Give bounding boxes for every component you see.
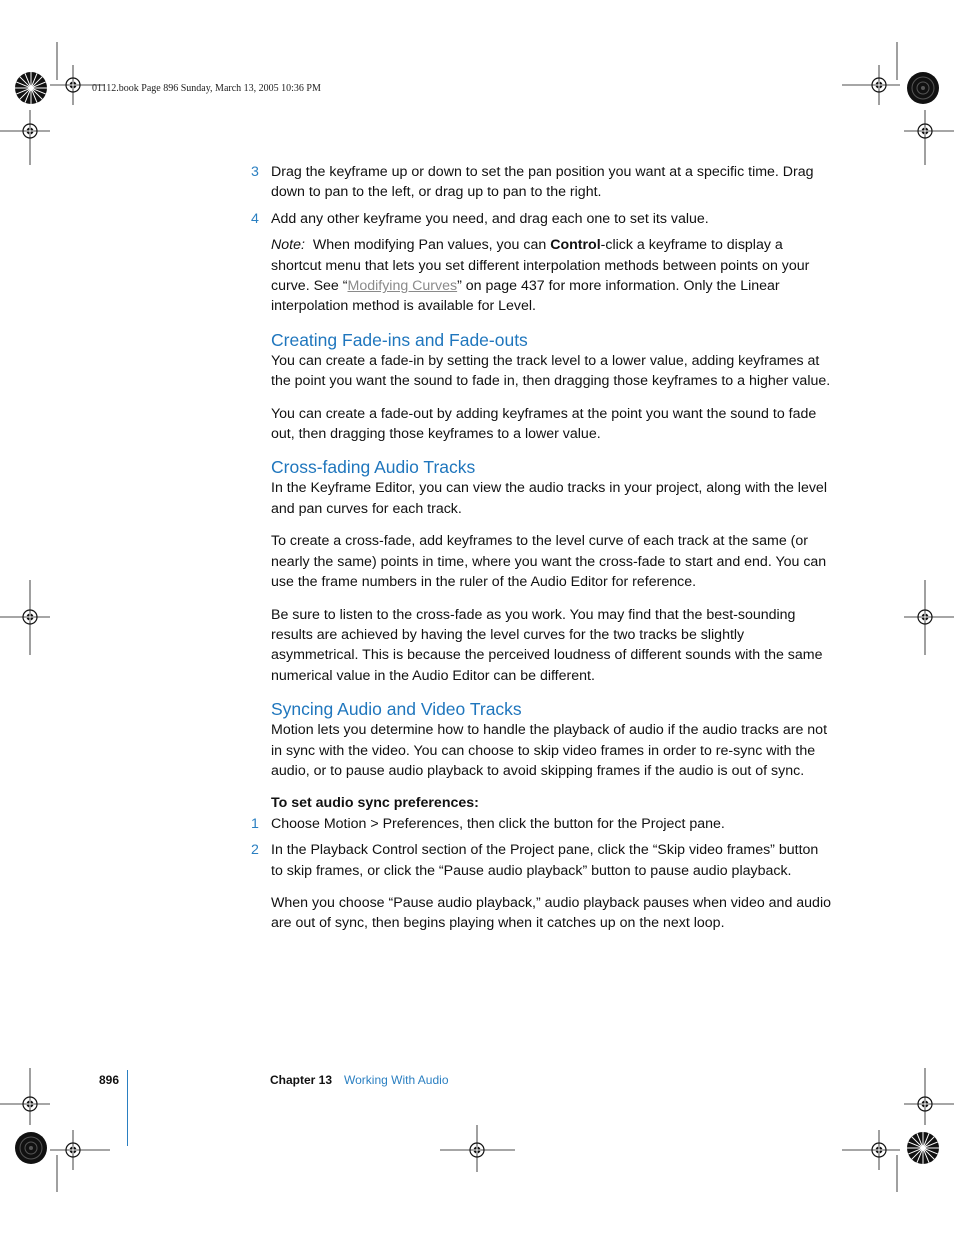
step-item (251, 162, 831, 203)
step-text: Drag the keyframe up or down to set the pan position you want at a specific time. Drag down to pan to the left, or drag up to pan to the right. (271, 164, 814, 201)
step-number: 1 (251, 815, 259, 832)
step-number: 3 (251, 164, 259, 180)
step-item (251, 814, 831, 834)
registration-dial-mark (15, 1132, 47, 1164)
page-number: 896 (99, 1073, 120, 1087)
task-title: To set audio sync preferences: (271, 795, 479, 812)
step-text: Add any other keyframe you need, and drag each one to set its value. (271, 210, 709, 227)
step-item (251, 840, 831, 881)
footer-chapter-title: Working With Audio (344, 1073, 449, 1087)
step-number: 4 (251, 210, 259, 227)
note-paragraph (271, 235, 831, 317)
step-number: 2 (251, 842, 259, 859)
crop-lines-bottom-right (842, 1068, 954, 1192)
footer-chapter: Chapter 13 (270, 1073, 333, 1087)
crop-lines-top-left (0, 42, 105, 165)
note-label: Note: (271, 237, 305, 254)
body-paragraph: To create a cross-fade, add keyframes to the level curve of each track at the same (or nearly the same) points in time, where you want the cross-fade to start and end. You can use the frame numbers in the ruler of the Audio Editor for reference. (271, 533, 827, 591)
crop-lines-top-right (842, 42, 954, 165)
registration-starburst-mark (907, 1132, 939, 1164)
body-paragraph: In the Keyframe Editor, you can view the audio tracks in your project, along with the level and pan curves for each track. (271, 480, 827, 517)
section-heading: Syncing Audio and Video Tracks (271, 699, 522, 720)
cross-reference-link[interactable]: Modifying Curves (347, 278, 458, 295)
step-item (251, 209, 831, 229)
print-slug: 01112.book Page 896 Sunday, March 13, 2005 10:36 PM (92, 83, 321, 94)
section-heading: Cross-fading Audio Tracks (271, 457, 476, 478)
page-body (251, 162, 831, 934)
registration-starburst-mark (15, 72, 47, 104)
body-paragraph: Motion lets you determine how to handle the playback of audio if the audio tracks are not in sync with the video. You can choose to skip video frames in order to re-sync with the audio, or to pause audio playback to avoid skipping frames if the audio is out of sync. (271, 722, 828, 779)
step-text: In the Playback Control section of the Project pane, click the “Skip video frames” button to skip frames, or click the “Pause audio playback” button to pause audio playback. (271, 842, 819, 879)
body-paragraph: You can create a fade-out by adding keyframes at the point you want the sound to fade out, then dragging those keyframes to a lower value. (271, 405, 817, 443)
step-text: Choose Motion > Preferences, then click the button for the Project pane. (271, 815, 725, 832)
body-paragraph: Be sure to listen to the cross-fade as you work. You may find that the best-sounding results are achieved by having the level curves for the two tracks be slightly asymmetrical. This is because the perceived loudness of different sounds with the same numerical value in the Audio Editor can be different. (271, 606, 823, 684)
body-paragraph: You can create a fade-in by setting the track level to a lower value, adding keyframes at the point you want the sound to fade in, then dragging those keyframes to a higher value. (271, 352, 831, 390)
registration-dial-mark (907, 72, 939, 104)
footer-rule (127, 1070, 128, 1146)
key-name: Control (550, 237, 601, 254)
note-text: -click a keyframe to display a shortcut menu that lets you set different interpolation methods between points on your curve. See “ (271, 237, 810, 295)
crop-lines-bottom-left (0, 1068, 110, 1192)
note-text: When modifying Pan values, you can (312, 237, 551, 254)
section-heading: Creating Fade-ins and Fade-outs (271, 329, 528, 350)
body-paragraph: When you choose “Pause audio playback,” audio playback pauses when video and audio are out of sync, then begins playing when it catches up on the next loop. (271, 894, 831, 932)
note-text: ” on page 437 for more information. Only the Linear interpolation method is available for Level. (271, 278, 780, 315)
